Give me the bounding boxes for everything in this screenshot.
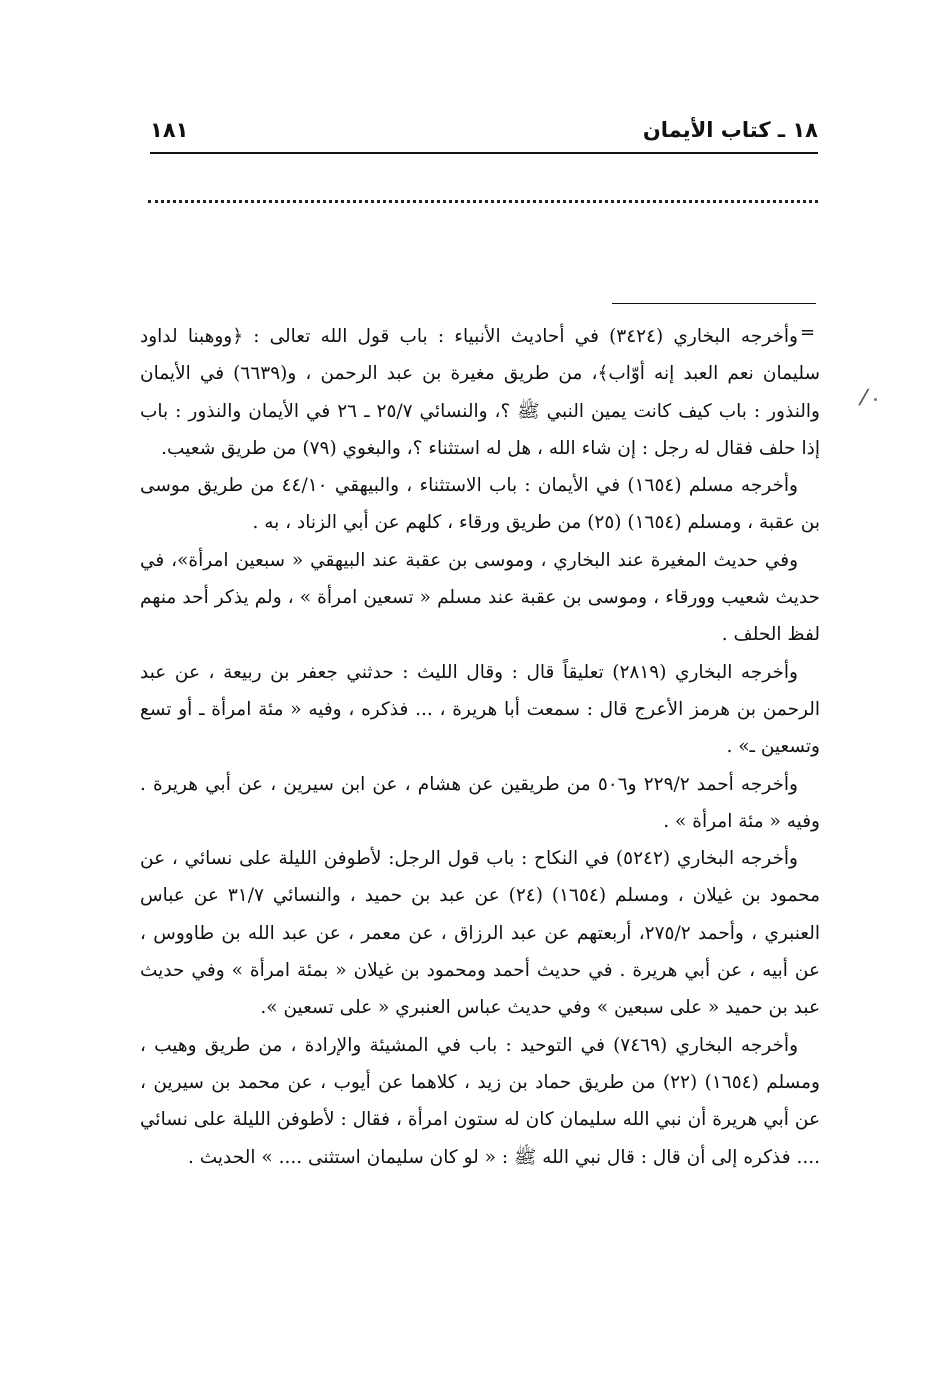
chapter-title: ١٨ ـ كتاب الأيمان: [642, 118, 818, 142]
page-number: ١٨١: [150, 118, 189, 142]
margin-pencil-mark: /: [857, 384, 870, 411]
footnote-rule: [612, 303, 816, 304]
footnote-paragraph: وأخرجه البخاري (٢٨١٩) تعليقاً قال : وقال الليث : حدثني جعفر بن ربيعة ، عن عبد الرحمن بن هرمز الأعرج قال : سمعت أبا هريرة ، ... فذكره ، وفيه « مئة امرأة ـ أو تسع وتسعين ـ» .: [140, 661, 820, 758]
footnote-paragraph: وأخرجه البخاري (٥٢٤٢) في النكاح : باب قول الرجل: لأطوفن الليلة على نسائي ، عن محمود بن غيلان ، ومسلم (١٦٥٤) (٢٤) عن عبد بن حميد ، والنسائي ٣١/٧ عن عباس العنبري ، وأحمد ٢٧٥/٢، أربعتهم عن عبد الرزاق ، عن معمر ، عن عبد الله بن طاووس ، عن أبيه ، عن أبي هريرة . في حديث أحمد ومحمود بن غيلان « بمئة امرأة » وفي حديث عبد بن حميد « على سبعين » وفي حديث عباس العنبري « على تسعين ».: [140, 848, 820, 1019]
footnote-paragraph: وأخرجه البخاري (٣٤٢٤) في أحاديث الأنبياء : باب قول الله تعالى : ﴿ووهبنا لداود سليمان نعم العبد إنه أوّاب﴾، من طريق مغيرة بن عبد الرحمن ، و(٦٦٣٩) في الأيمان والنذور : باب كيف كانت يمين النبي ﷺ ؟، والنسائي ٢٥/٧ ـ ٢٦ في الأيمان والنذور : باب إذا حلف فقال له رجل : إن شاء الله ، هل له استثناء ؟، والبغوي (٧٩) من طريق شعيب.: [140, 326, 820, 459]
page-header: [150, 108, 818, 154]
footnote-paragraph: وأخرجه مسلم (١٦٥٤) في الأيمان : باب الاستثناء ، والبيهقي ٤٤/١٠ من طريق موسى بن عقبة ، ومسلم (١٦٥٤) (٢٥) من طريق ورقاء ، كلهم عن أبي الزناد ، به .: [140, 475, 820, 534]
footnote-paragraph: وأخرجه أحمد ٢٢٩/٢ و٥٠٦ من طريقين عن هشام ، عن ابن سيرين ، عن أبي هريرة . وفيه « مئة امرأة » .: [140, 773, 820, 832]
footnote-paragraph: وأخرجه البخاري (٧٤٦٩) في التوحيد : باب في المشيئة والإرادة ، من طريق وهيب ، ومسلم (١٦٥٤) (٢٢) من طريق حماد بن زيد ، كلاهما عن أيوب ، عن محمد بن سيرين ، عن أبي هريرة أن نبي الله سليمان كان له ستون امرأة ، فقال : لأطوفن الليلة على نسائي .... فذكره إلى أن قال : قال نبي الله ﷺ : « لو كان سليمان استثنى .... » الحديث .: [140, 1034, 820, 1168]
margin-dot-mark: [874, 398, 877, 401]
footnote-paragraph: وفي حديث المغيرة عند البخاري ، وموسى بن عقبة عند البيهقي « سبعين امرأة»، في حديث شعيب وورقاء ، وموسى بن عقبة عند مسلم « تسعين امرأة » ، ولم يذكر أحد منهم لفظ الحلف .: [140, 549, 820, 646]
footnote-continuation-mark: =: [800, 322, 816, 343]
footnotes-block: [140, 318, 820, 1176]
dotted-separator: [148, 200, 818, 215]
